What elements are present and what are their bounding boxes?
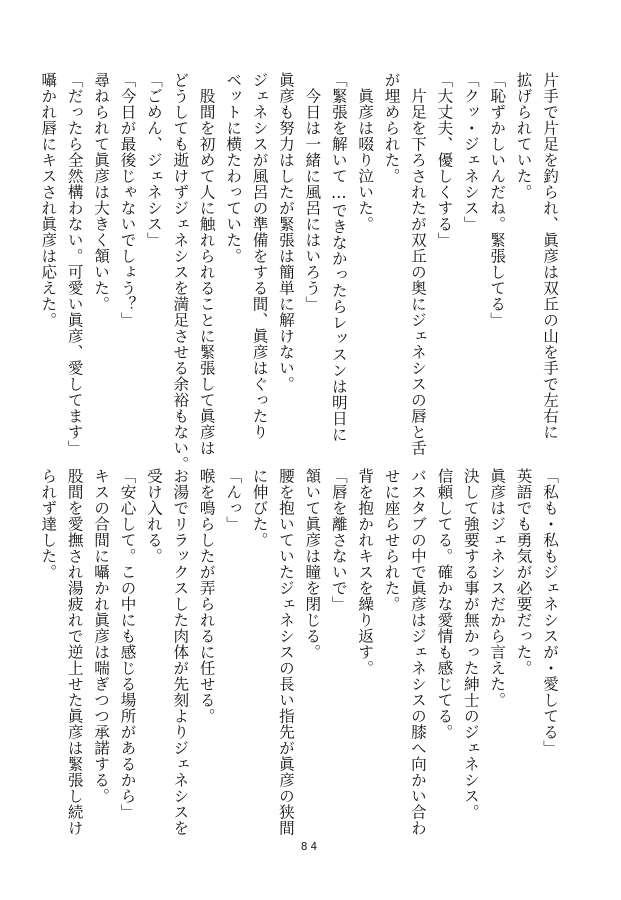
text-line: 眞彦も努力はしたが緊張は簡単に解けない。 xyxy=(276,72,295,392)
text-line: られず達した。 xyxy=(39,468,58,580)
text-line: お湯でリラックスした肉体が先刻よりジェネシスを xyxy=(171,468,190,836)
text-line: 「私も・私もジェネシスが・愛してる」 xyxy=(541,468,559,756)
text-line: バスタブの中で眞彦はジェネシスの膝へ向かい合わ xyxy=(408,468,427,836)
text-line: 拡げられていた。 xyxy=(514,72,533,200)
text-line: キスの合間に囁かれ眞彦は喘ぎつつ承諾する。 xyxy=(92,468,111,804)
text-line: に伸びた。 xyxy=(250,468,269,548)
text-line: 「ごめん、ジェネシス」 xyxy=(144,72,163,248)
text-line: 「今日が最後じゃないでしょう？」 xyxy=(118,72,137,328)
text-line: 「んっ」 xyxy=(224,468,243,532)
text-line: 「緊張を解いて…できなかったらレッスンは明日に xyxy=(329,72,348,443)
text-line: 今日は一緒に風呂にはいろう」 xyxy=(303,72,322,312)
text-line: 英語でも勇気が必要だった。 xyxy=(514,468,533,676)
text-line: 尋ねられて眞彦は大きく頷いた。 xyxy=(92,72,111,312)
text-line: 「恥ずかしいんだね。緊張してる」 xyxy=(488,72,507,328)
text-line: 「大丈夫、優しくする」 xyxy=(435,72,454,248)
text-line: 股間を初めて人に触れられることに緊張して眞彦は xyxy=(197,72,216,456)
lower-text-block xyxy=(35,468,563,836)
text-line: 「クッ・ジェネシス」 xyxy=(461,72,480,232)
text-line: 決して強要する事が無かった紳士のジェネシス。 xyxy=(461,468,480,820)
text-line: 「安心して。この中にも感じる場所があるから」 xyxy=(118,468,137,820)
text-line: 喉を鳴らしたが弄られるに任せる。 xyxy=(197,468,216,724)
text-line: 「だったら全然構わない。可愛い眞彦、愛してます」 xyxy=(65,72,84,456)
text-line: 片足を下ろされたが双丘の奥にジェネシスの唇と舌 xyxy=(408,72,427,456)
text-line: 眞彦は啜り泣いた。 xyxy=(356,72,375,232)
page-number: 84 xyxy=(300,840,321,853)
text-line: せに座らせられた。 xyxy=(382,468,401,612)
text-line: 腰を抱いていたジェネシスの長い指先が眞彦の狭間 xyxy=(276,468,295,836)
text-line: 背を抱かれキスを繰り返す。 xyxy=(356,468,375,676)
text-line: が埋められた。 xyxy=(382,72,401,184)
text-line: 「唇を離さないで」 xyxy=(329,468,348,612)
text-line: 信頼してる。確かな愛情も感じてる。 xyxy=(435,468,454,740)
text-line: 受け入れる。 xyxy=(144,468,163,564)
text-line: 片手で片足を釣られ、眞彦は双丘の山を手で左右に xyxy=(541,72,559,440)
text-line: 囁かれ唇にキスされ眞彦は応えた。 xyxy=(39,72,58,328)
text-line: ベットに横たわっていた。 xyxy=(224,72,243,264)
upper-text-block xyxy=(35,72,563,472)
text-line: 股間を愛撫され湯疲れで逆上せた眞彦は緊張し続け xyxy=(65,468,84,836)
text-line: どうしても逝けずジェネシスを満足させる余裕もない。 xyxy=(171,72,190,472)
text-line: 眞彦はジェネシスだから言えた。 xyxy=(488,468,507,708)
text-line: 頷いて眞彦は瞳を閉じる。 xyxy=(303,468,322,660)
text-line: ジェネシスが風呂の準備をする間、眞彦はぐったり xyxy=(250,72,269,440)
